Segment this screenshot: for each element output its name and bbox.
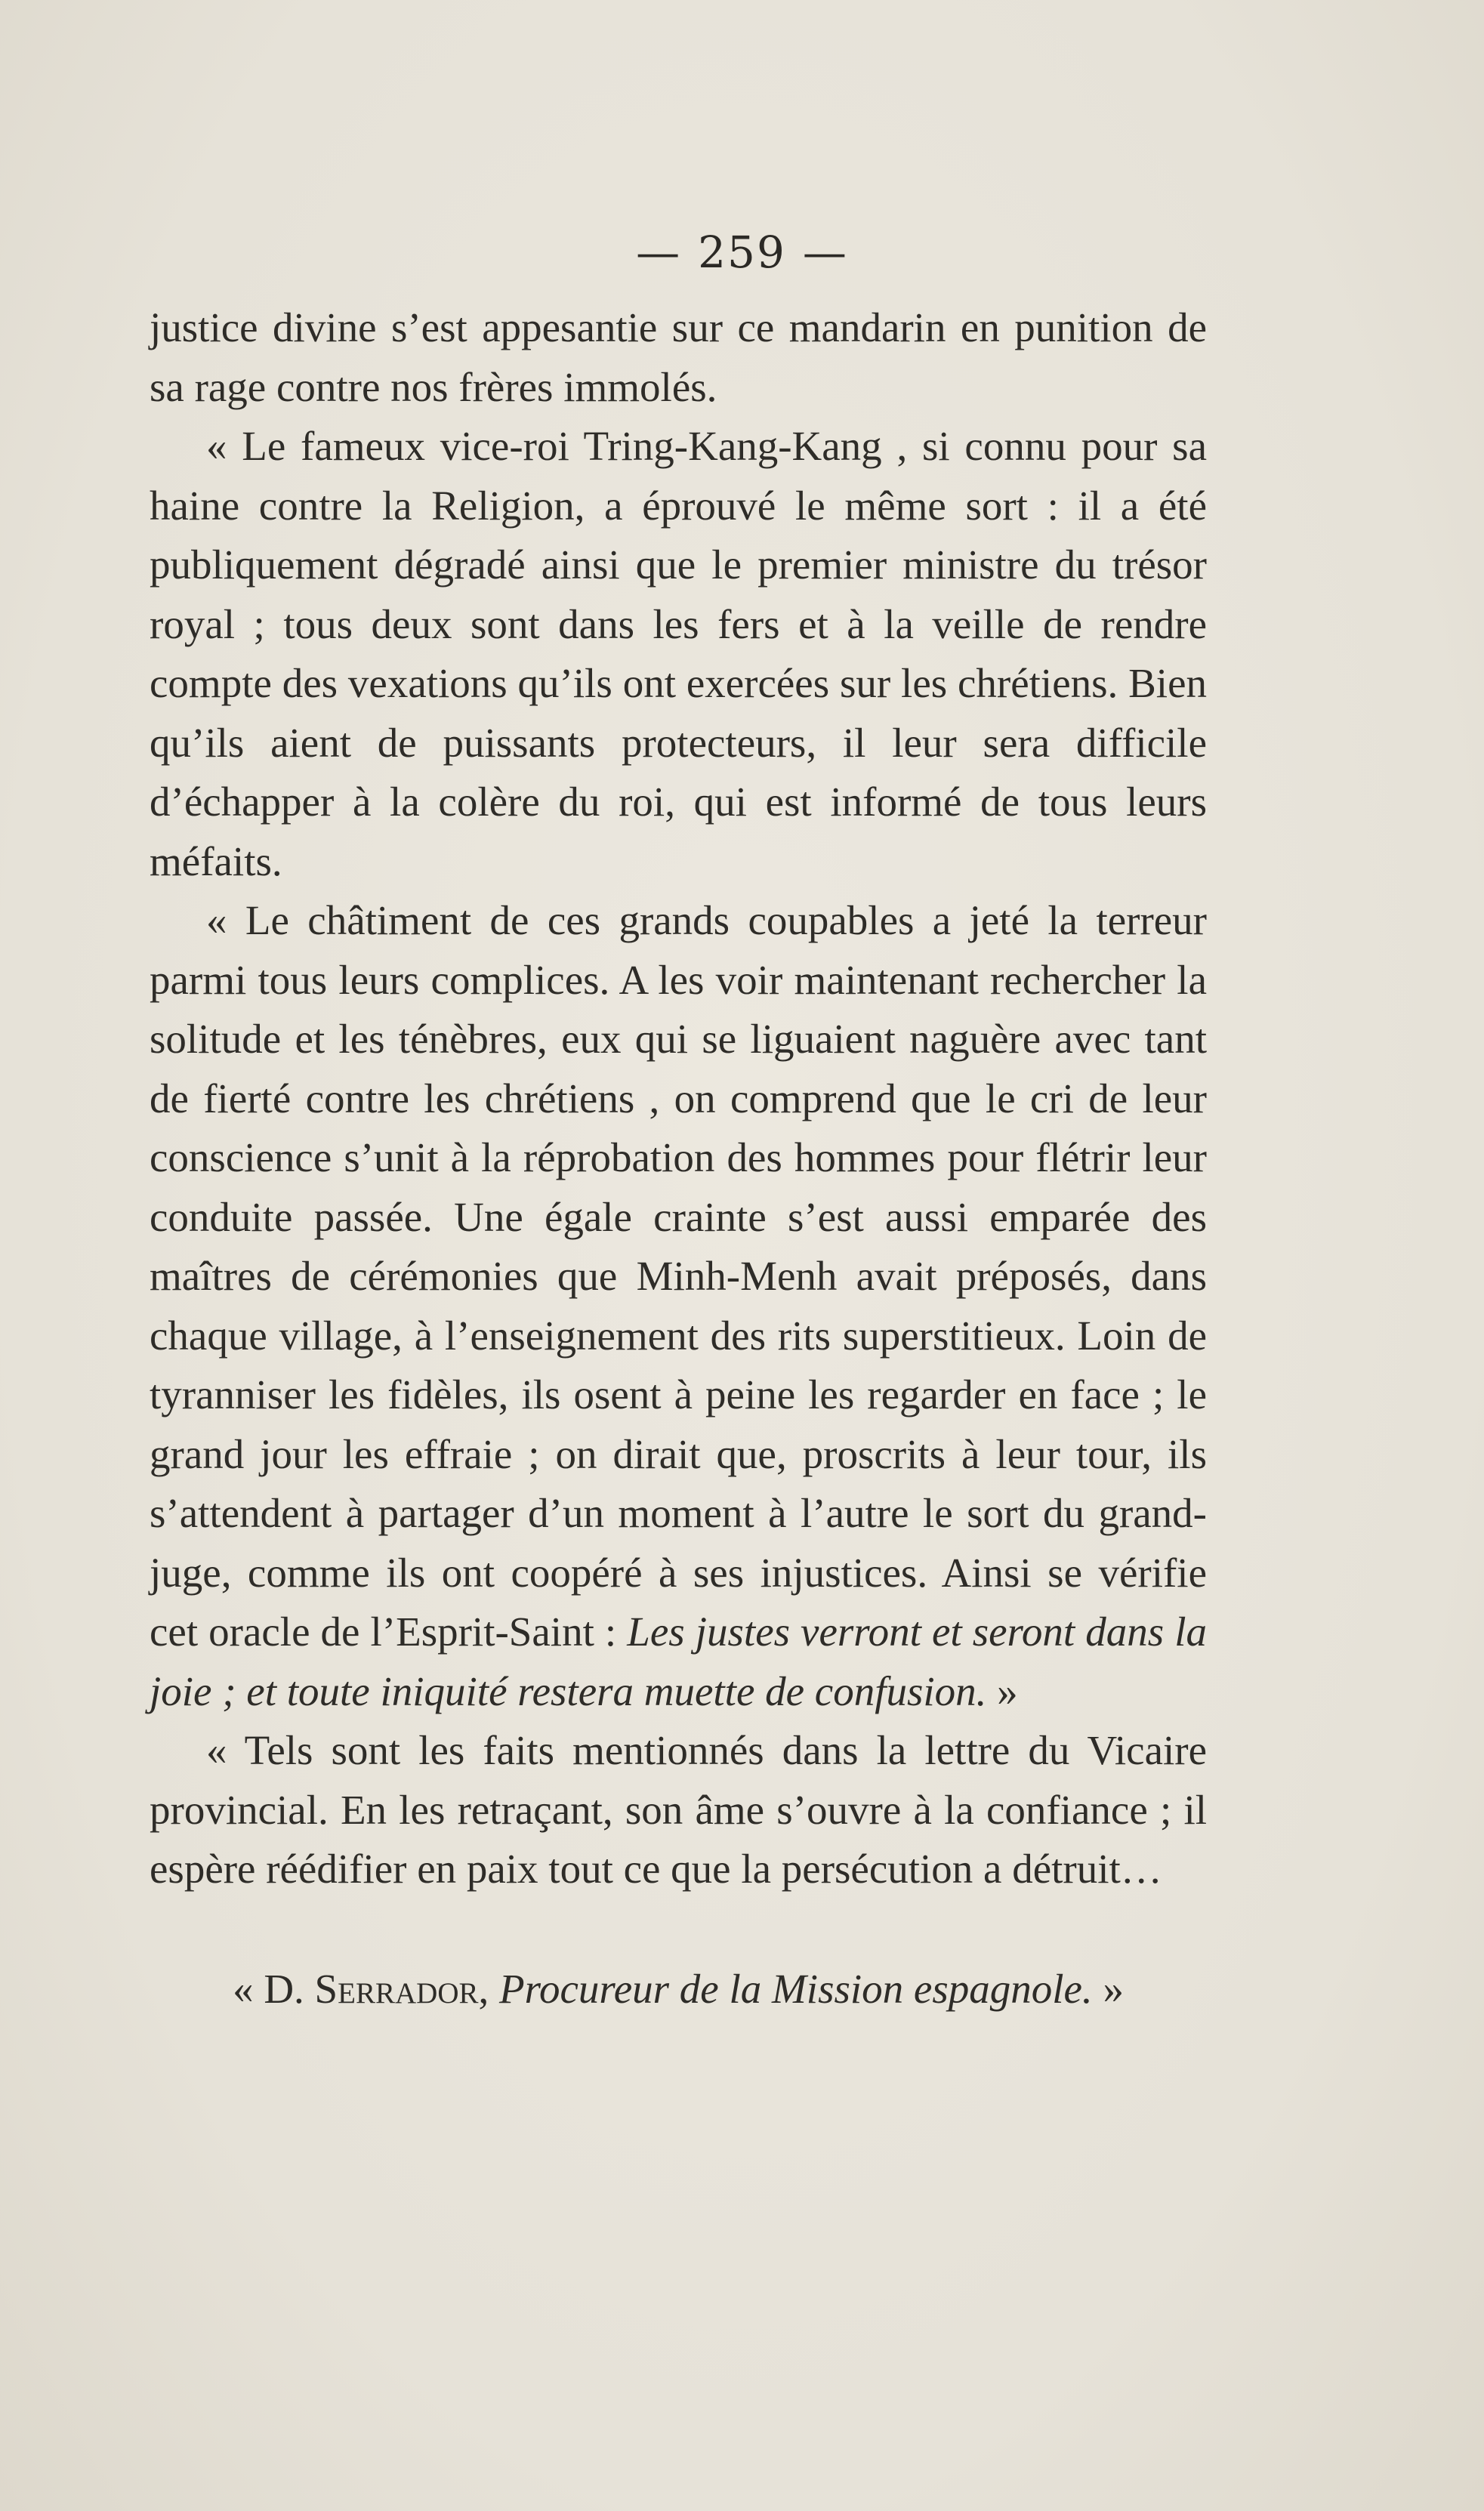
page-body	[150, 298, 1207, 2019]
page-number: 259	[698, 227, 786, 278]
paragraph-2: « Le fameux vice-roi Tring-Kang-Kang , si connu pour sa haine contre la Religion, a éprouvé le même sort : il a été publiquement dégradé ainsi que le premier ministre du trésor royal ; tous deux sont dans les fers et à la veille de rendre compte des vexations qu’ils ont exercées sur les chrétiens. Bien qu’ils aient de puissants protecteurs, il leur sera difficile d’échapper à la colère du roi, qui est informé de tous leurs méfaits.	[150, 423, 1207, 884]
paragraph-3-text: « Le châtiment de ces grands coupables a jeté la terreur parmi tous leurs complices. A les voir maintenant rechercher la solitude et les ténèbres, eux qui se liguaient naguère avec tant de fierté contre les chrétiens , on comprend que le cri de leur conscience s’unit à la réprobation des hommes pour flétrir leur conduite passée. Une égale crainte s’est aussi emparée des maîtres de cérémonies que Minh-Menh avait préposés, dans chaque village, à l’enseignement des rits superstitieux. Loin de tyranniser les fidèles, ils osent à peine les regarder en face ; le grand jour les effraie ; on dirait que, proscrits à leur tour, ils s’attendent à partager d’un moment à l’autre le sort du grand-juge, comme ils ont coopéré à ses injustices. Ainsi se vérifie cet oracle de l’Esprit-Saint :	[150, 897, 1207, 1655]
paragraph-3-close: »	[986, 1667, 1018, 1714]
scripture-quote: Les justes verront et seront dans la joie ; et toute iniquité restera muette de confusion.	[150, 1609, 1207, 1714]
header-dash-left: —	[636, 227, 682, 278]
paragraph-3	[150, 891, 1207, 1721]
page-header	[0, 227, 1484, 278]
paragraph-4: « Tels sont les faits mentionnés dans la lettre du Vicaire provincial. En les retraçant, son âme s’ouvre à la confiance ; il espère réédifier en paix tout ce que la persécution a détruit…	[150, 1727, 1207, 1892]
signature-spacer	[150, 1899, 1207, 1960]
signature-open: « D.	[233, 1965, 304, 2012]
signature-name: Serrador	[314, 1965, 479, 2012]
signature-title: Procureur de la Mission espagnole.	[499, 1965, 1093, 2012]
paragraph-1: justice divine s’est appesantie sur ce mandarin en punition de sa rage contre nos frères immolés.	[150, 304, 1207, 410]
signature-close: »	[1103, 1965, 1124, 2012]
header-dash-right: —	[802, 227, 848, 278]
signature: « D. Serrador, Procureur de la Mission espagnole. »	[233, 1965, 1124, 2012]
